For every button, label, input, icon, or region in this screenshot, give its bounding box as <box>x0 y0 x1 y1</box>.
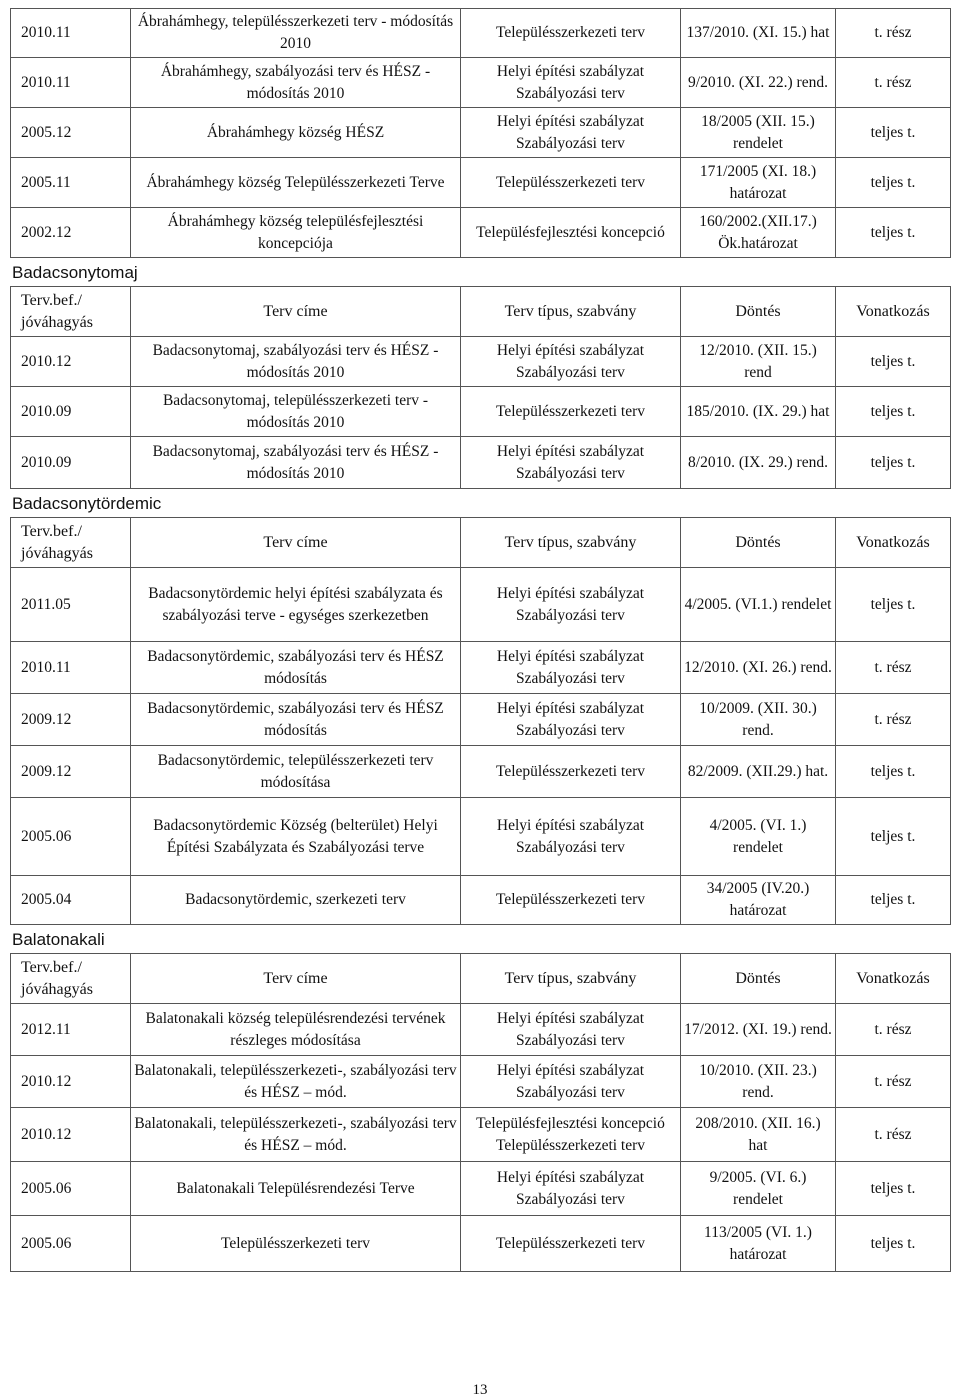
plan-table <box>10 517 951 925</box>
plan-type: Helyi építési szabályzat Szabályozási terv <box>461 568 681 642</box>
plan-title: Badacsonytomaj, szabályozási terv és HÉSZ - módosítás 2010 <box>131 337 461 387</box>
approval-date: 2005.11 <box>11 158 131 208</box>
plan-type: Helyi építési szabályzat Szabályozási terv <box>461 337 681 387</box>
plan-type: Helyi építési szabályzat Szabályozási terv <box>461 1162 681 1216</box>
scope: t. rész <box>836 1056 951 1108</box>
approval-date: 2005.06 <box>11 1162 131 1216</box>
plan-title: Badacsonytomaj, településszerkezeti terv - módosítás 2010 <box>131 387 461 437</box>
plan-title: Ábrahámhegy, szabályozási terv és HÉSZ - módosítás 2010 <box>131 58 461 108</box>
table-row <box>11 568 951 642</box>
scope: teljes t. <box>836 1216 951 1272</box>
document-content <box>10 8 950 1272</box>
plan-title: Badacsonytördemic helyi építési szabályzata és szabályozási terve - egységes szerkezetben <box>131 568 461 642</box>
decision-ref: 10/2010. (XII. 23.) rend. <box>681 1056 836 1108</box>
scope: teljes t. <box>836 876 951 925</box>
table-row <box>11 108 951 158</box>
table-row <box>11 746 951 798</box>
approval-date: 2005.06 <box>11 798 131 876</box>
plan-type: Településszerkezeti terv <box>461 9 681 58</box>
decision-ref: 160/2002.(XII.17.) Ök.határozat <box>681 208 836 258</box>
table-row <box>11 694 951 746</box>
table-row <box>11 1162 951 1216</box>
plan-type: Településszerkezeti terv <box>461 1216 681 1272</box>
plan-title: Badacsonytördemic, szabályozási terv és HÉSZ módosítás <box>131 694 461 746</box>
plan-title: Badacsonytördemic, településszerkezeti terv módosítása <box>131 746 461 798</box>
column-header: Terv címe <box>131 518 461 568</box>
table-row <box>11 387 951 437</box>
plan-type: Helyi építési szabályzat Szabályozási terv <box>461 642 681 694</box>
approval-date: 2010.09 <box>11 437 131 489</box>
decision-ref: 113/2005 (VI. 1.) határozat <box>681 1216 836 1272</box>
decision-ref: 12/2010. (XI. 26.) rend. <box>681 642 836 694</box>
column-header: Terv.bef./ jóváhagyás <box>11 518 131 568</box>
plan-title: Ábrahámhegy község HÉSZ <box>131 108 461 158</box>
approval-date: 2002.12 <box>11 208 131 258</box>
scope: t. rész <box>836 1108 951 1162</box>
approval-date: 2009.12 <box>11 694 131 746</box>
plan-title: Ábrahámhegy község településfejlesztési koncepciója <box>131 208 461 258</box>
table-row <box>11 1216 951 1272</box>
table-header-row <box>11 954 951 1004</box>
table-row <box>11 1004 951 1056</box>
plan-title: Ábrahámhegy, településszerkezeti terv - módosítás 2010 <box>131 9 461 58</box>
column-header: Döntés <box>681 287 836 337</box>
decision-ref: 9/2010. (XI. 22.) rend. <box>681 58 836 108</box>
table-row <box>11 1056 951 1108</box>
column-header: Döntés <box>681 518 836 568</box>
plan-type: Helyi építési szabályzat Szabályozási terv <box>461 1004 681 1056</box>
plan-title: Ábrahámhegy község Településszerkezeti Terve <box>131 158 461 208</box>
plan-table <box>10 8 951 258</box>
column-header: Terv címe <box>131 287 461 337</box>
table-row <box>11 798 951 876</box>
approval-date: 2010.11 <box>11 642 131 694</box>
table-row <box>11 158 951 208</box>
table-row <box>11 9 951 58</box>
column-header: Terv típus, szabvány <box>461 954 681 1004</box>
decision-ref: 12/2010. (XII. 15.) rend <box>681 337 836 387</box>
section-title: Badacsonytördemic <box>12 494 162 513</box>
table-row <box>11 337 951 387</box>
plan-type: Helyi építési szabályzat Szabályozási terv <box>461 694 681 746</box>
scope: t. rész <box>836 58 951 108</box>
scope: teljes t. <box>836 158 951 208</box>
column-header: Terv.bef./ jóváhagyás <box>11 287 131 337</box>
approval-date: 2010.09 <box>11 387 131 437</box>
table-row <box>11 437 951 489</box>
approval-date: 2011.05 <box>11 568 131 642</box>
table-row <box>11 642 951 694</box>
decision-ref: 8/2010. (IX. 29.) rend. <box>681 437 836 489</box>
decision-ref: 34/2005 (IV.20.) határozat <box>681 876 836 925</box>
plan-type: Településszerkezeti terv <box>461 746 681 798</box>
scope: teljes t. <box>836 1162 951 1216</box>
approval-date: 2010.12 <box>11 1108 131 1162</box>
section-title: Badacsonytomaj <box>12 263 138 282</box>
approval-date: 2012.11 <box>11 1004 131 1056</box>
plan-table <box>10 953 951 1272</box>
plan-type: Településfejlesztési koncepció Településszerkezeti terv <box>461 1108 681 1162</box>
decision-ref: 137/2010. (XI. 15.) hat <box>681 9 836 58</box>
column-header: Terv típus, szabvány <box>461 518 681 568</box>
approval-date: 2010.11 <box>11 9 131 58</box>
plan-type: Településszerkezeti terv <box>461 158 681 208</box>
approval-date: 2009.12 <box>11 746 131 798</box>
scope: t. rész <box>836 642 951 694</box>
scope: teljes t. <box>836 337 951 387</box>
column-header: Vonatkozás <box>836 518 951 568</box>
page-number: 13 <box>472 1382 488 1398</box>
plan-title: Településszerkezeti terv <box>131 1216 461 1272</box>
plan-title: Badacsonytördemic, szabályozási terv és HÉSZ módosítás <box>131 642 461 694</box>
decision-ref: 10/2009. (XII. 30.) rend. <box>681 694 836 746</box>
decision-ref: 208/2010. (XII. 16.) hat <box>681 1108 836 1162</box>
plan-type: Helyi építési szabályzat Szabályozási terv <box>461 1056 681 1108</box>
plan-title: Badacsonytomaj, szabályozási terv és HÉSZ - módosítás 2010 <box>131 437 461 489</box>
approval-date: 2010.12 <box>11 337 131 387</box>
approval-date: 2010.11 <box>11 58 131 108</box>
column-header: Terv.bef./ jóváhagyás <box>11 954 131 1004</box>
plan-table <box>10 286 951 489</box>
plan-title: Balatonakali, településszerkezeti-, szabályozási terv és HÉSZ – mód. <box>131 1108 461 1162</box>
approval-date: 2005.12 <box>11 108 131 158</box>
plan-type: Településfejlesztési koncepció <box>461 208 681 258</box>
approval-date: 2010.12 <box>11 1056 131 1108</box>
scope: t. rész <box>836 694 951 746</box>
column-header: Terv típus, szabvány <box>461 287 681 337</box>
scope: t. rész <box>836 1004 951 1056</box>
table-header-row <box>11 287 951 337</box>
table-row <box>11 1108 951 1162</box>
scope: teljes t. <box>836 208 951 258</box>
decision-ref: 9/2005. (VI. 6.) rendelet <box>681 1162 836 1216</box>
table-header-row <box>11 518 951 568</box>
column-header: Döntés <box>681 954 836 1004</box>
column-header: Vonatkozás <box>836 954 951 1004</box>
scope: teljes t. <box>836 746 951 798</box>
plan-type: Településszerkezeti terv <box>461 876 681 925</box>
approval-date: 2005.06 <box>11 1216 131 1272</box>
scope: teljes t. <box>836 387 951 437</box>
approval-date: 2005.04 <box>11 876 131 925</box>
document-page <box>10 8 950 1272</box>
decision-ref: 4/2005. (VI. 1.) rendelet <box>681 798 836 876</box>
plan-title: Balatonakali község településrendezési tervének részleges módosítása <box>131 1004 461 1056</box>
plan-type: Helyi építési szabályzat Szabályozási terv <box>461 798 681 876</box>
table-row <box>11 876 951 925</box>
plan-title: Balatonakali, településszerkezeti-, szabályozási terv és HÉSZ – mód. <box>131 1056 461 1108</box>
decision-ref: 17/2012. (XI. 19.) rend. <box>681 1004 836 1056</box>
plan-type: Településszerkezeti terv <box>461 387 681 437</box>
scope: teljes t. <box>836 437 951 489</box>
table-row <box>11 58 951 108</box>
plan-type: Helyi építési szabályzat Szabályozási terv <box>461 437 681 489</box>
scope: teljes t. <box>836 108 951 158</box>
section-title: Balatonakali <box>12 930 105 949</box>
scope: teljes t. <box>836 568 951 642</box>
plan-title: Badacsonytördemic, szerkezeti terv <box>131 876 461 925</box>
column-header: Terv címe <box>131 954 461 1004</box>
decision-ref: 4/2005. (VI.1.) rendelet <box>681 568 836 642</box>
decision-ref: 171/2005 (XI. 18.) határozat <box>681 158 836 208</box>
plan-type: Helyi építési szabályzat Szabályozási terv <box>461 108 681 158</box>
plan-type: Helyi építési szabályzat Szabályozási terv <box>461 58 681 108</box>
scope: teljes t. <box>836 798 951 876</box>
table-row <box>11 208 951 258</box>
column-header: Vonatkozás <box>836 287 951 337</box>
decision-ref: 18/2005 (XII. 15.) rendelet <box>681 108 836 158</box>
decision-ref: 82/2009. (XII.29.) hat. <box>681 746 836 798</box>
plan-title: Balatonakali Településrendezési Terve <box>131 1162 461 1216</box>
plan-title: Badacsonytördemic Község (belterület) Helyi Építési Szabályzata és Szabályozási terve <box>131 798 461 876</box>
scope: t. rész <box>836 9 951 58</box>
decision-ref: 185/2010. (IX. 29.) hat <box>681 387 836 437</box>
